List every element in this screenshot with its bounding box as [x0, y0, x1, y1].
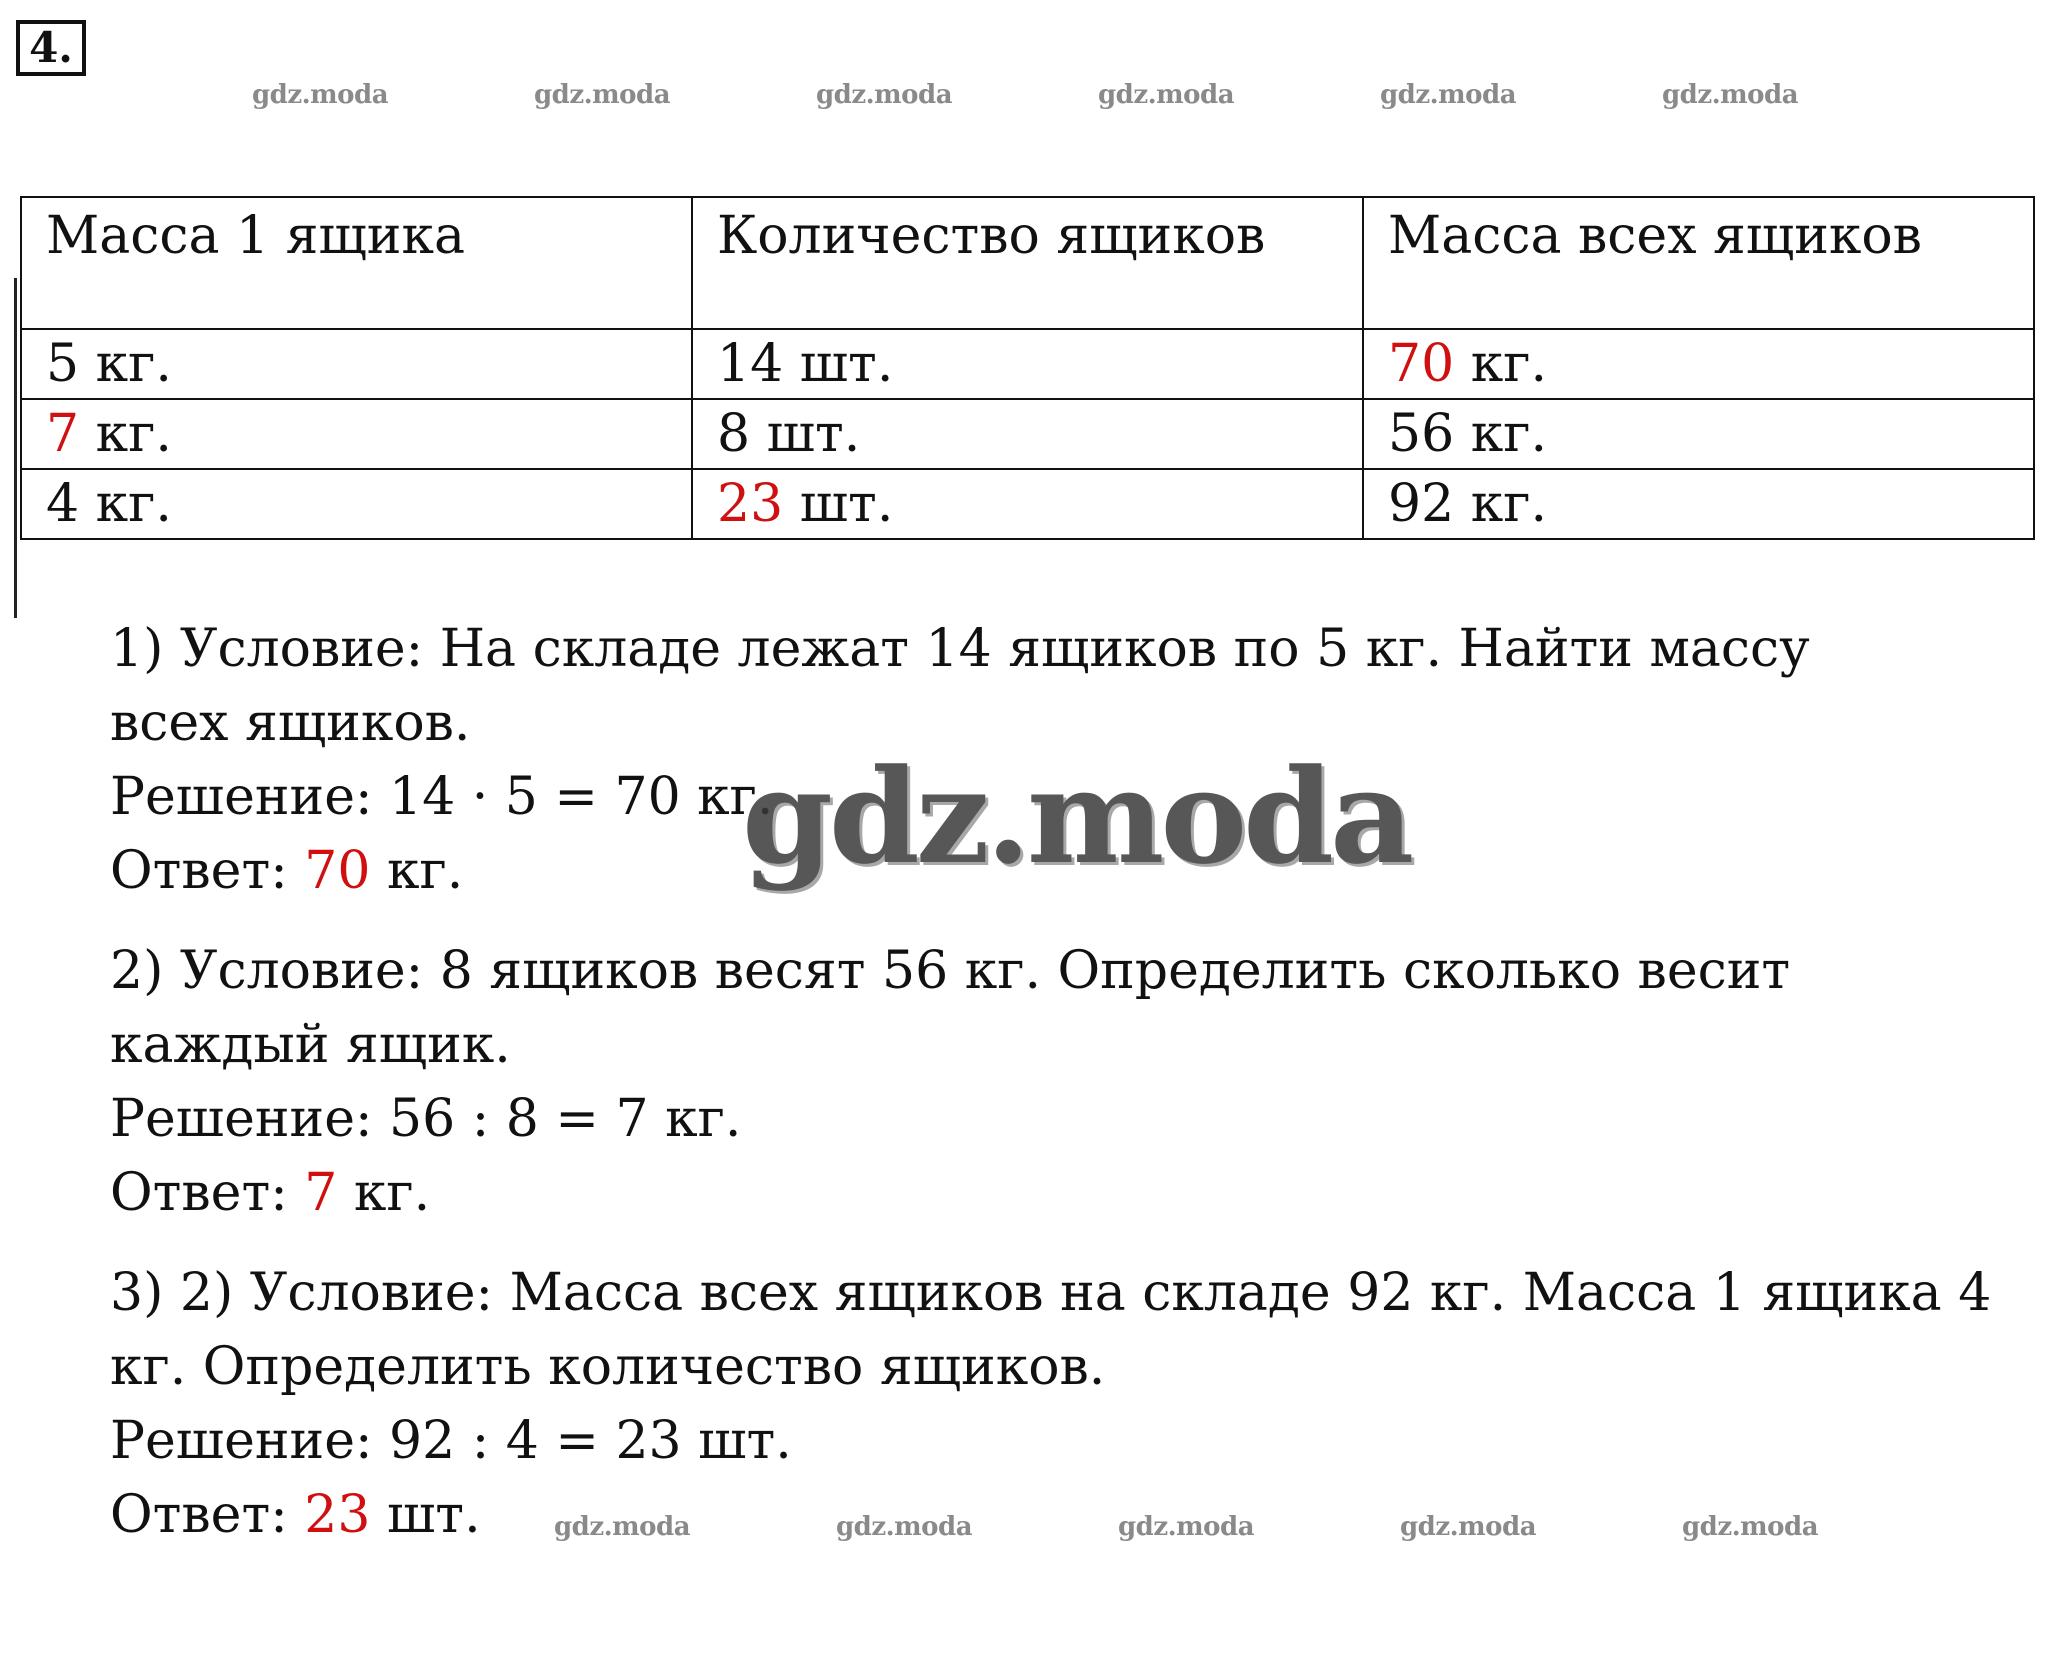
- watermark: gdz.moda: [816, 80, 953, 110]
- margin-line: [14, 278, 17, 618]
- watermark: gdz.moda: [1380, 80, 1517, 110]
- cell-value: 92: [1388, 474, 1455, 534]
- solution-text: Решение: 14 · 5 = 70 кг.: [110, 767, 774, 827]
- answer-value: 7: [304, 1163, 338, 1223]
- watermark: gdz.moda: [1098, 80, 1235, 110]
- answer-prefix: Ответ:: [110, 1485, 305, 1545]
- table-cell: [21, 329, 692, 399]
- table-row: [21, 399, 2034, 469]
- watermark: gdz.moda: [1118, 1512, 1255, 1542]
- solution-block: [110, 1256, 2010, 1552]
- watermark: gdz.moda: [1662, 80, 1799, 110]
- answer-unit: кг.: [370, 841, 464, 901]
- cell-unit: кг.: [79, 334, 172, 394]
- cell-unit: кг.: [1454, 404, 1547, 464]
- cell-unit: кг.: [79, 404, 172, 464]
- table-cell: [1363, 399, 2034, 469]
- cell-unit: шт.: [783, 474, 894, 534]
- solution-block: [110, 934, 2010, 1230]
- table-header-row: [21, 197, 2034, 329]
- cell-unit: кг.: [1454, 334, 1547, 394]
- watermark: gdz.moda: [1682, 1512, 1819, 1542]
- table-row: [21, 469, 2034, 539]
- condition-text: 3) 2) Условие: Масса всех ящиков на складе 92 кг. Масса 1 ящика 4 кг. Определить количество ящиков.: [110, 1263, 1992, 1397]
- answer-value: 23: [304, 1485, 371, 1545]
- answer-unit: кг.: [337, 1163, 431, 1223]
- cell-value: 14: [717, 334, 784, 394]
- watermark-big: gdz.moda: [742, 740, 1411, 893]
- cell-value: 5: [46, 334, 80, 394]
- table-cell: [21, 469, 692, 539]
- answer-unit: шт.: [370, 1485, 481, 1545]
- cell-value-answer: 23: [717, 474, 784, 534]
- cell-value-answer: 7: [46, 404, 80, 464]
- answer-prefix: Ответ:: [110, 1163, 305, 1223]
- cell-unit: кг.: [1454, 474, 1547, 534]
- task-number: 4.: [16, 20, 86, 76]
- cell-value: 4: [46, 474, 80, 534]
- table-cell: [692, 469, 1363, 539]
- table-cell: [21, 399, 692, 469]
- solution-text: Решение: 56 : 8 = 7 кг.: [110, 1089, 742, 1149]
- cell-unit: кг.: [79, 474, 172, 534]
- watermark: gdz.moda: [554, 1512, 691, 1542]
- cell-value: 56: [1388, 404, 1455, 464]
- cell-unit: шт.: [750, 404, 861, 464]
- watermark: gdz.moda: [534, 80, 671, 110]
- table-cell: [692, 329, 1363, 399]
- watermark: gdz.moda: [252, 80, 389, 110]
- table-cell: [1363, 329, 2034, 399]
- table-header-cell: Масса 1 ящика: [21, 197, 692, 329]
- solution-text: Решение: 92 : 4 = 23 шт.: [110, 1411, 792, 1471]
- table-header-cell: Масса всех ящиков: [1363, 197, 2034, 329]
- condition-text: 2) Условие: 8 ящиков весят 56 кг. Определить сколько весит каждый ящик.: [110, 941, 1791, 1075]
- table-cell: [1363, 469, 2034, 539]
- cell-unit: шт.: [783, 334, 894, 394]
- answer-value: 70: [304, 841, 371, 901]
- answer-line: [110, 1156, 2010, 1230]
- table-row: [21, 329, 2034, 399]
- cell-value: 8: [717, 404, 751, 464]
- watermark: gdz.moda: [1400, 1512, 1537, 1542]
- answer-prefix: Ответ:: [110, 841, 305, 901]
- cell-value-answer: 70: [1388, 334, 1455, 394]
- table-cell: [692, 399, 1363, 469]
- watermark: gdz.moda: [836, 1512, 973, 1542]
- data-table: [20, 196, 2035, 540]
- table-header-cell: Количество ящиков: [692, 197, 1363, 329]
- condition-text: 1) Условие: На складе лежат 14 ящиков по 5 кг. Найти массу всех ящиков.: [110, 619, 1810, 753]
